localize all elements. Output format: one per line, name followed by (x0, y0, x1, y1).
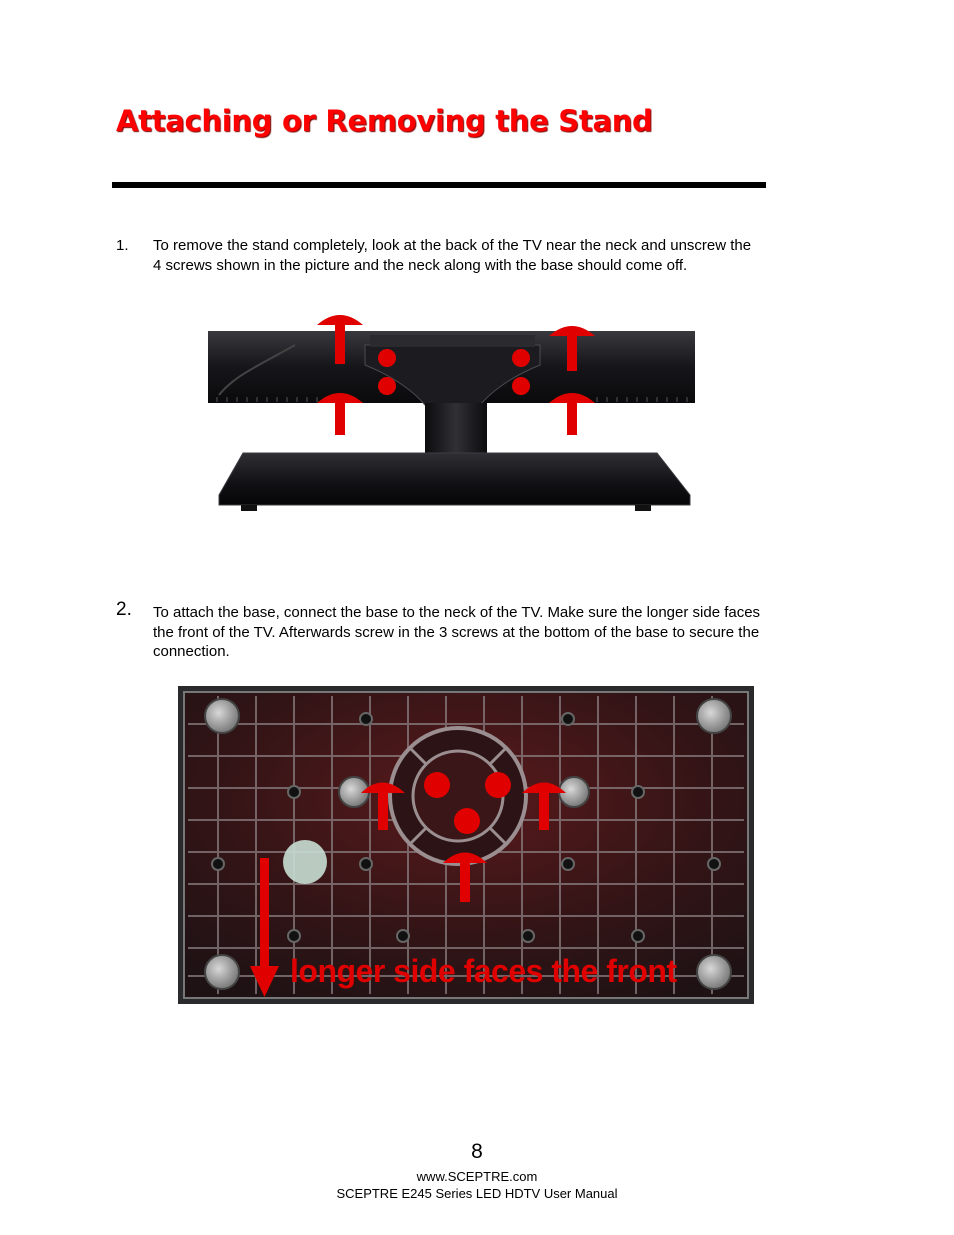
page-title: Attaching or Removing the Stand (116, 104, 653, 138)
step-1-text: To remove the stand completely, look at the back of the TV near the neck and unscrew the 4 screws shown in the picture and the neck along with the base should come off. (153, 237, 752, 274)
stand-neck-photo (205, 305, 695, 520)
step-2-text: To attach the base, connect the base to the neck of the TV. Make sure the longer side faces the front of the TV. Afterwards screw in the 3 screws at the bottom of the base to secure the connection. (153, 604, 761, 660)
title-divider (112, 182, 766, 188)
step-1-number: 1. (116, 237, 129, 254)
footer-manual-title: SCEPTRE E245 Series LED HDTV User Manual (336, 1186, 618, 1201)
longer-side-caption: longer side faces the front (290, 953, 677, 989)
page-number: 8 (471, 1140, 483, 1163)
footer-website: www.SCEPTRE.com (416, 1169, 538, 1184)
step-2-number: 2. (116, 599, 132, 620)
